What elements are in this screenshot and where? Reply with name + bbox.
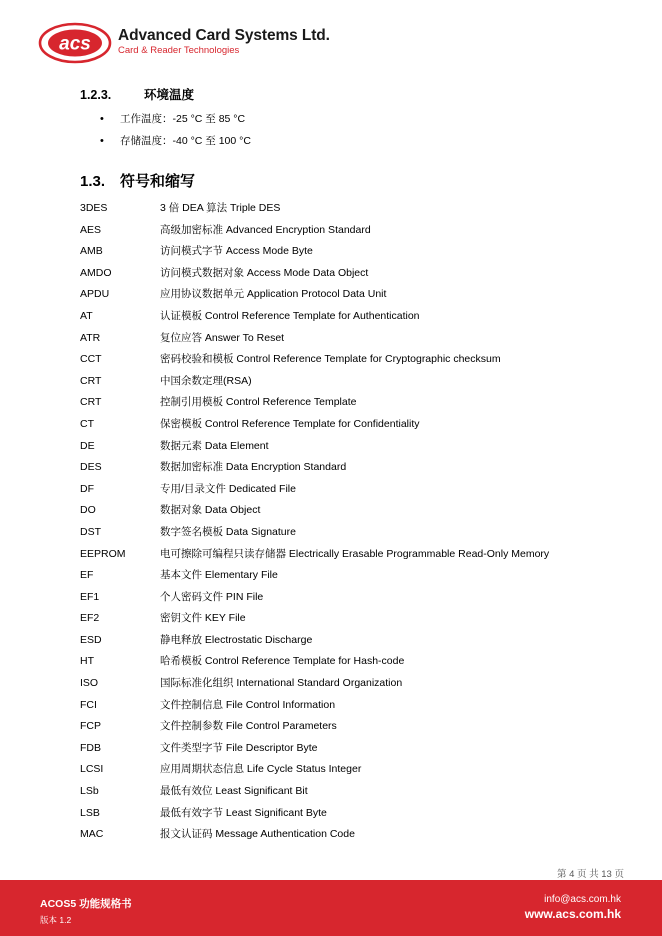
section-title: 环境温度 xyxy=(144,88,195,102)
abbreviation-term: DO xyxy=(80,504,96,517)
temperature-list xyxy=(100,112,251,156)
abbreviation-row xyxy=(80,460,600,482)
abbreviation-description: 密钥文件 KEY File xyxy=(160,612,246,625)
abbreviation-term: DST xyxy=(80,525,101,538)
abbreviation-term: EF2 xyxy=(80,612,100,625)
company-name: Advanced Card Systems Ltd. xyxy=(118,27,330,44)
abbreviation-term: LSB xyxy=(80,806,100,819)
abbreviation-term: EF1 xyxy=(80,590,100,603)
logo-mark-text: acs xyxy=(59,33,91,55)
abbreviation-row xyxy=(80,439,600,461)
abbreviation-description: 文件控制参数 File Control Parameters xyxy=(160,720,337,733)
contact-email: info@acs.com.hk xyxy=(544,894,621,905)
abbreviation-description: 应用协议数据单元 Application Protocol Data Unit xyxy=(160,288,387,301)
abbreviation-description: 数字签名模板 Data Signature xyxy=(160,525,296,538)
abbreviation-description: 个人密码文件 PIN File xyxy=(160,590,264,603)
abbreviation-description: 复位应答 Answer To Reset xyxy=(160,331,285,344)
abbreviation-description: 数据加密标准 Data Encryption Standard xyxy=(160,461,347,474)
abbreviation-row xyxy=(80,698,600,720)
abbreviation-row xyxy=(80,525,600,547)
abbreviation-description: 最低有效位 Least Significant Bit xyxy=(160,785,308,798)
abbreviation-term: ISO xyxy=(80,677,99,690)
abbreviation-row xyxy=(80,827,600,849)
abbreviation-term: CRT xyxy=(80,396,102,409)
section-title: 符号和缩写 xyxy=(120,173,196,190)
abbreviation-description: 控制引用模板 Control Reference Template xyxy=(160,396,357,409)
abbreviation-term: LSb xyxy=(80,785,99,798)
abbreviation-description: 应用周期状态信息 Life Cycle Status Integer xyxy=(160,763,362,776)
abbreviation-description: 访问模式数据对象 Access Mode Data Object xyxy=(160,266,369,279)
abbreviation-row xyxy=(80,741,600,763)
list-item: • 工作温度：-25 °C 至 85 °C xyxy=(100,112,251,134)
abbreviation-row xyxy=(80,633,600,655)
abbreviation-description: 哈希模板 Control Reference Template for Hash-code xyxy=(160,655,405,668)
abbreviation-description: 最低有效字节 Least Significant Byte xyxy=(160,806,327,819)
abbreviation-term: MAC xyxy=(80,828,104,841)
abbreviation-description: 文件类型字节 File Descriptor Byte xyxy=(160,741,318,754)
abbreviation-row xyxy=(80,762,600,784)
abbreviation-row xyxy=(80,784,600,806)
abbreviation-description: 3 倍 DEA 算法 Triple DES xyxy=(160,202,281,214)
abbreviation-description: 认证模板 Control Reference Template for Authentication xyxy=(160,309,420,322)
abbreviation-row xyxy=(80,806,600,828)
abbreviation-description: 报文认证码 Message Authentication Code xyxy=(160,828,355,841)
abbreviation-term: EEPROM xyxy=(80,547,126,560)
abbreviation-term: AES xyxy=(80,223,102,236)
abbreviation-term: FDB xyxy=(80,741,101,754)
abbreviation-description: 数据元素 Data Element xyxy=(160,439,269,452)
abbreviation-description: 中国余数定理(RSA) xyxy=(160,374,252,387)
abbreviation-description: 访问模式字节 Access Mode Byte xyxy=(160,245,313,258)
abbreviation-row xyxy=(80,266,600,288)
abbreviation-term: ESD xyxy=(80,633,102,646)
abbreviation-description: 文件控制信息 File Control Information xyxy=(160,698,336,711)
abbreviation-row xyxy=(80,201,600,223)
abbreviation-row xyxy=(80,719,600,741)
abbreviation-description: 保密模板 Control Reference Template for Confidentiality xyxy=(160,417,420,430)
abbreviation-description: 专用/目录文件 Dedicated File xyxy=(160,482,296,495)
abbreviation-row xyxy=(80,654,600,676)
abbreviation-term: HT xyxy=(80,655,94,668)
abbreviation-term: CRT xyxy=(80,374,102,387)
abbreviation-row xyxy=(80,676,600,698)
abbreviation-row xyxy=(80,395,600,417)
company-tagline: Card & Reader Technologies xyxy=(118,45,240,56)
abbreviation-row xyxy=(80,482,600,504)
abbreviation-term: APDU xyxy=(80,288,110,301)
page-footer xyxy=(0,880,662,936)
abbreviation-term: EF xyxy=(80,569,94,582)
section-number: 1.2.3. xyxy=(80,88,112,102)
abbreviation-row xyxy=(80,503,600,525)
abbreviation-term: DES xyxy=(80,461,102,474)
abbreviation-row xyxy=(80,417,600,439)
abbreviation-term: AT xyxy=(80,309,93,322)
abbreviation-description: 国际标准化组织 International Standard Organization xyxy=(160,677,403,690)
abbreviation-description: 电可擦除可编程只读存储器 Electrically Erasable Programmable Read-Only Memory xyxy=(160,547,550,560)
abbreviation-description: 密码校验和模板 Control Reference Template for Cryptographic checksum xyxy=(160,353,501,366)
abbreviation-term: DE xyxy=(80,439,95,452)
page-number: 第 4 页 共 13 页 xyxy=(556,869,624,880)
abbreviation-row xyxy=(80,244,600,266)
abbreviation-description: 数据对象 Data Object xyxy=(160,504,261,517)
abbreviation-row xyxy=(80,611,600,633)
website-link: www.acs.com.hk xyxy=(524,907,621,921)
abbreviation-description: 静电释放 Electrostatic Discharge xyxy=(160,633,313,646)
abbreviation-term: FCI xyxy=(80,698,97,711)
abbreviation-term: ATR xyxy=(80,331,101,344)
abbreviation-row xyxy=(80,374,600,396)
abbreviation-term: 3DES xyxy=(80,202,108,214)
abbreviation-description: 高级加密标准 Advanced Encryption Standard xyxy=(160,223,371,236)
document-title: ACOS5 功能规格书 xyxy=(40,898,132,910)
abbreviation-term: CCT xyxy=(80,353,102,366)
list-item: • 存储温度：-40 °C 至 100 °C xyxy=(100,134,251,156)
abbreviation-row xyxy=(80,287,600,309)
abbreviation-row xyxy=(80,568,600,590)
abbreviation-description: 基本文件 Elementary File xyxy=(160,569,278,582)
abbreviation-row xyxy=(80,352,600,374)
section-heading-abbreviations xyxy=(80,170,195,191)
abbreviation-list xyxy=(80,201,600,849)
acs-logo-icon xyxy=(38,22,112,64)
abbreviation-term: FCP xyxy=(80,720,101,733)
abbreviation-row xyxy=(80,309,600,331)
abbreviation-row xyxy=(80,547,600,569)
abbreviation-term: LCSI xyxy=(80,763,104,776)
abbreviation-term: AMB xyxy=(80,245,103,258)
abbreviation-term: DF xyxy=(80,482,94,495)
abbreviation-term: CT xyxy=(80,417,94,430)
document-version: 版本 1.2 xyxy=(40,915,72,925)
abbreviation-row xyxy=(80,331,600,353)
section-heading-environment xyxy=(80,85,194,103)
abbreviation-row xyxy=(80,590,600,612)
abbreviation-term: AMDO xyxy=(80,266,112,279)
abbreviation-row xyxy=(80,223,600,245)
section-number: 1.3. xyxy=(80,173,106,190)
company-logo xyxy=(38,22,328,66)
